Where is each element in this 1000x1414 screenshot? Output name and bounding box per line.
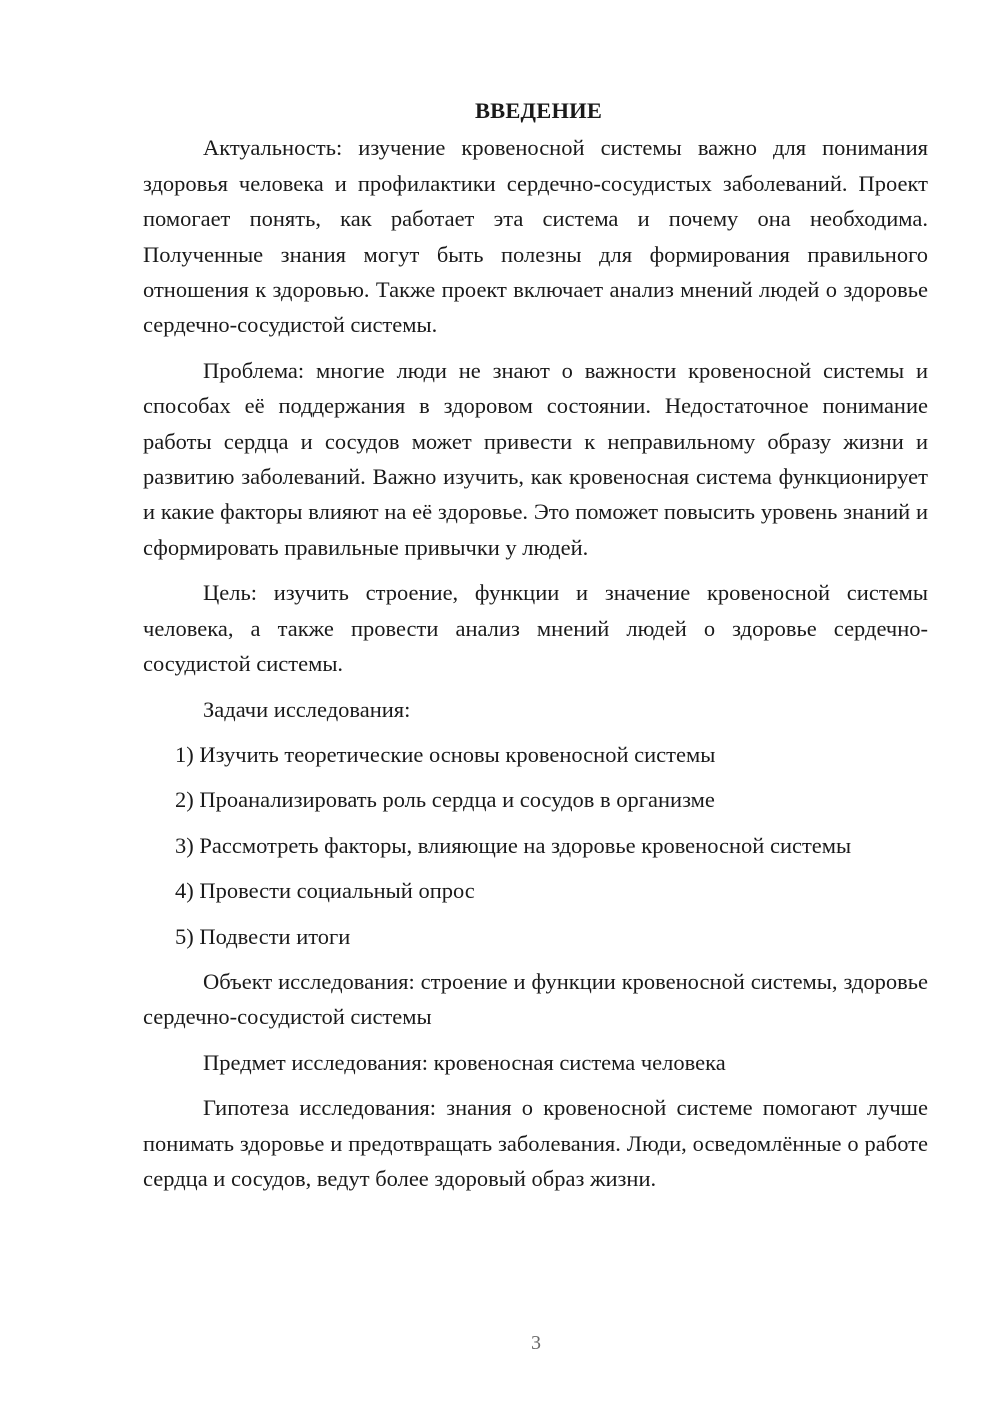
relevance-paragraph: Актуальность: изучение кровеносной системы важно для понимания здоровья человека и профилактики сердечно-сосудистых заболеваний. Проект помогает понять, как работает эта система и почему она необходима. Полученные знания могут быть полезны для формирования правильного отношения к здоровью. Также проект включает анализ мнений людей о здоровье сердечно-сосудистой системы. [143,135,928,338]
task-item-1: 1) Изучить теоретические основы кровеносной системы [175,741,716,767]
task-item-4: 4) Провести социальный опрос [175,878,475,904]
object-paragraph: Объект исследования: строение и функции кровеносной системы, здоровье сердечно-сосудистой системы [143,968,928,1030]
task-item-5: 5) Подвести итоги [175,923,351,949]
subject-paragraph: Предмет исследования: кровеносная система человека [203,1049,726,1075]
problem-paragraph: Проблема: многие люди не знают о важности кровеносной системы и способах её поддержания в здоровом состоянии. Недостаточное понимание работы сердца и сосудов может привести к неправильному образу жизни и развитию заболеваний. Важно изучить, как кровеносная система функционирует и какие факторы влияют на её здоровье. Это поможет повысить уровень знаний и сформировать правильные привычки у людей. [143,357,928,560]
goal-paragraph: Цель: изучить строение, функции и значение кровеносной системы человека, а также провести анализ мнений людей о здоровье сердечно-сосудистой системы. [143,580,928,677]
page-number: 3 [531,1332,541,1354]
page-content [143,93,928,1206]
task-item-3: 3) Рассмотреть факторы, влияющие на здоровье кровеносной системы [175,832,852,858]
tasks-list [143,737,928,954]
section-heading: ВВЕДЕНИЕ [474,98,603,123]
hypothesis-paragraph: Гипотеза исследования: знания о кровеносной системе помогают лучше понимать здоровье и предотвращать заболевания. Люди, осведомлённые о работе сердца и сосудов, ведут более здоровый образ жизни. [143,1095,928,1191]
task-item-2: 2) Проанализировать роль сердца и сосудов в организме [175,787,715,813]
tasks-heading: Задачи исследования: [203,696,411,722]
